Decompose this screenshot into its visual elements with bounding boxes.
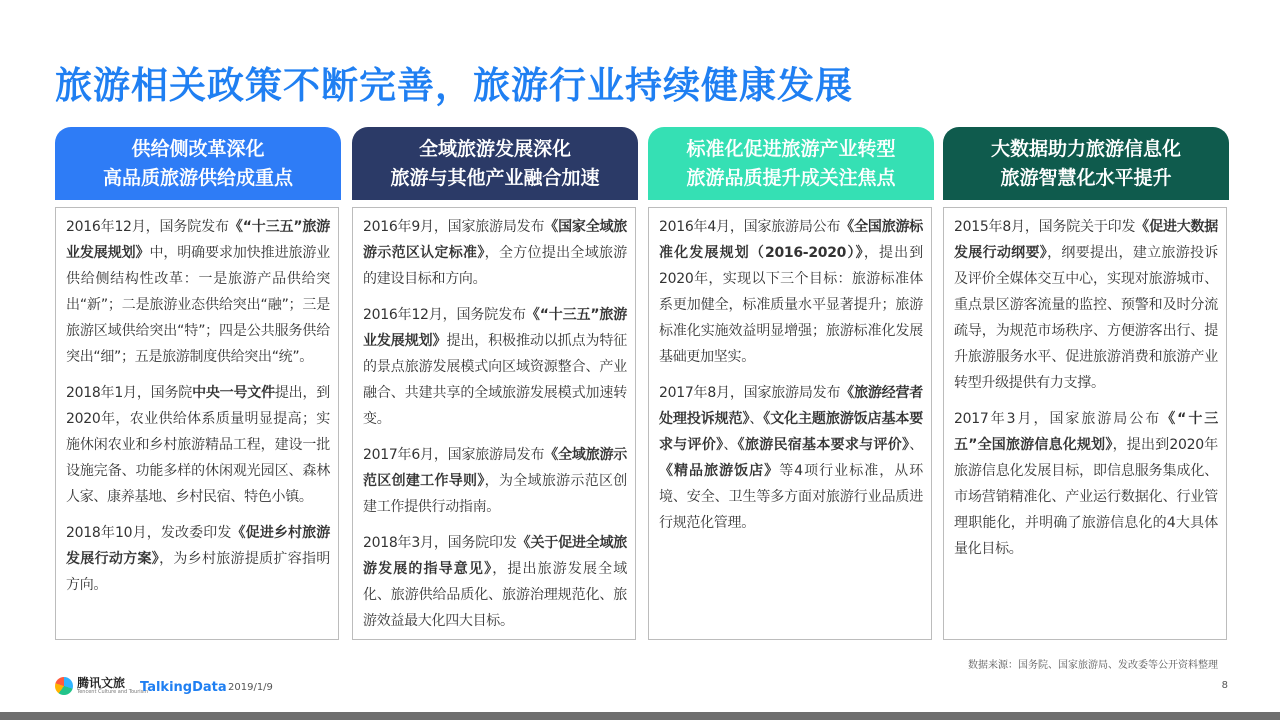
page-number: 8 [1221,680,1228,691]
column-header [55,127,341,200]
policy-text: 2016年4月，国家旅游局公布 [659,219,841,235]
policy-document-name: 《旅游经营者处理投诉规范》 [659,385,923,427]
column-standardization [648,127,934,531]
policy-text: 提出，到2020年，农业供给体系质量明显提高；实施休闲农业和乡村旅游精品工程，建设一批设施完备、功能多样的休闲观光园区、森林人家、康养基地、乡村民宿、特色小镇。 [66,385,330,505]
policy-document-name: 《关于促进全域旅游发展的指导意见》 [363,535,627,577]
policy-paragraph [363,302,627,432]
logo-sub-text: Tencent Culture and Tourism [77,689,149,695]
policy-text: 2016年12月，国务院发布 [363,307,526,323]
policy-text: 2018年3月，国务院印发 [363,535,517,551]
column-supply-reform [55,127,341,593]
policy-text: 2016年9月，国家旅游局发布 [363,219,545,235]
policy-text: 2017年3月，国家旅游局公布 [954,411,1162,427]
policy-document-name: 《“十三五”全国旅游信息化规划》 [954,411,1218,453]
column-header-line2: 高品质旅游供给成重点 [102,166,293,189]
policy-text: ，全方位提出全域旅游的建设目标和方向。 [363,245,627,287]
column-header [648,127,934,200]
policy-text: 、 [909,437,923,453]
column-header-line1: 全域旅游发展深化 [418,137,571,160]
policy-text: ，提出到2020年，实现以下三个目标：旅游标准体系更加健全，标准质量水平显著提升；旅游标准化实施效益明显增强；旅游标准化发展基础更加坚实。 [659,245,923,365]
policy-document-name: 《促进大数据发展行动纲要》 [954,219,1218,261]
logo-main-text: 腾讯文旅 [77,676,126,690]
policy-text: 2018年10月，发改委印发 [66,525,232,541]
policy-paragraph [659,380,923,536]
policy-paragraph [66,520,330,598]
policy-text: 、 [723,437,738,453]
column-header [352,127,638,200]
policy-paragraph [363,530,627,634]
policy-document-name: 《国家全域旅游示范区认定标准》 [363,219,627,261]
policy-document-name: 《“十三五”旅游业发展规划》 [363,307,627,349]
policy-paragraph [363,214,627,292]
tencent-culture-tourism-logo [55,677,148,695]
logo-icon [55,677,73,695]
policy-text: 等4项行业标准，从环境、安全、卫生等多方面对旅游行业品质进行规范化管理。 [659,463,923,531]
column-header-line2: 旅游与其他产业融合加速 [390,166,600,189]
bottom-bar [0,712,1280,720]
policy-document-name: 《全国旅游标准化发展规划（2016-2020）》 [659,219,923,261]
talkingdata-logo: TalkingData [140,680,227,695]
policy-text: 2017年8月，国家旅游局发布 [659,385,841,401]
policy-text: ，纲要提出，建立旅游投诉及评价全媒体交互中心，实现对旅游城市、重点景区游客流量的监控、预警和及时分流疏导，为规范市场秩序、方便游客出行、提升旅游服务水平、促进旅游消费和旅游产业转型升级提供有力支撑。 [954,245,1218,391]
policy-paragraph [954,406,1218,562]
policy-text: ，提出到2020年旅游信息化发展目标，即信息服务集成化、市场营销精准化、产业运行数据化、行业管理职能化，并明确了旅游信息化的4大具体量化目标。 [954,437,1218,557]
policy-paragraph [659,214,923,370]
column-body [55,207,339,640]
policy-paragraph [954,214,1218,396]
column-body [352,207,636,640]
policy-text: ，为乡村旅游提质扩容指明方向。 [66,551,330,593]
policy-document-name: 《全域旅游示范区创建工作导则》 [363,447,627,489]
policy-document-name: 《促进乡村旅游发展行动方案》 [66,525,330,567]
column-body [648,207,932,640]
policy-document-name: 《文化主题旅游饭店基本要求与评价》 [659,411,924,453]
policy-document-name: 中央一号文件 [192,385,275,401]
policy-document-name: 《旅游民宿基本要求与评价》 [737,437,910,453]
column-big-data [943,127,1229,557]
policy-text: 2015年8月，国务院关于印发 [954,219,1136,235]
policy-text: 2017年6月，国家旅游局发布 [363,447,545,463]
policy-text: ，提出旅游发展全域化、旅游供给品质化、旅游治理规范化、旅游效益最大化四大目标。 [363,561,627,629]
policy-text: 提出，积极推动以抓点为特征的景点旅游发展模式向区域资源整合、产业融合、共建共享的全域旅游发展模式加速转变。 [363,333,627,427]
column-body [943,207,1227,640]
policy-text: 2018年1月，国务院 [66,385,193,401]
column-header-line2: 旅游智慧化水平提升 [1000,166,1172,189]
policy-text: ，为全域旅游示范区创建工作提供行动指南。 [363,473,627,515]
column-all-region-tourism [352,127,638,629]
policy-paragraph [66,214,330,370]
page-title: 旅游相关政策不断完善，旅游行业持续健康发展 [55,64,853,107]
policy-text: 中，明确要求加快推进旅游业供给侧结构性改革：一是旅游产品供给突出“新”；二是旅游业态供给突出“融”；三是旅游区域供给突出“特”；四是公共服务供给突出“细”；五是旅游制度供给突出“统”。 [66,245,330,365]
data-source-note: 数据来源：国务院、国家旅游局、发改委等公开资料整理 [968,660,1218,671]
column-header-line1: 大数据助力旅游信息化 [990,137,1181,160]
policy-text: 2016年12月，国务院发布 [66,219,229,235]
column-header-line2: 旅游品质提升成关注焦点 [686,166,896,189]
policy-text: 、 [749,411,764,427]
date-label: 2019/1/9 [228,682,273,693]
policy-paragraph [363,442,627,520]
column-header [943,127,1229,200]
policy-document-name: 《“十三五”旅游业发展规划》 [66,219,330,261]
column-header-line1: 标准化促进旅游产业转型 [686,137,896,160]
policy-document-name: 《精品旅游饭店》 [659,463,780,479]
policy-paragraph [66,380,330,510]
column-header-line1: 供给侧改革深化 [131,137,265,160]
